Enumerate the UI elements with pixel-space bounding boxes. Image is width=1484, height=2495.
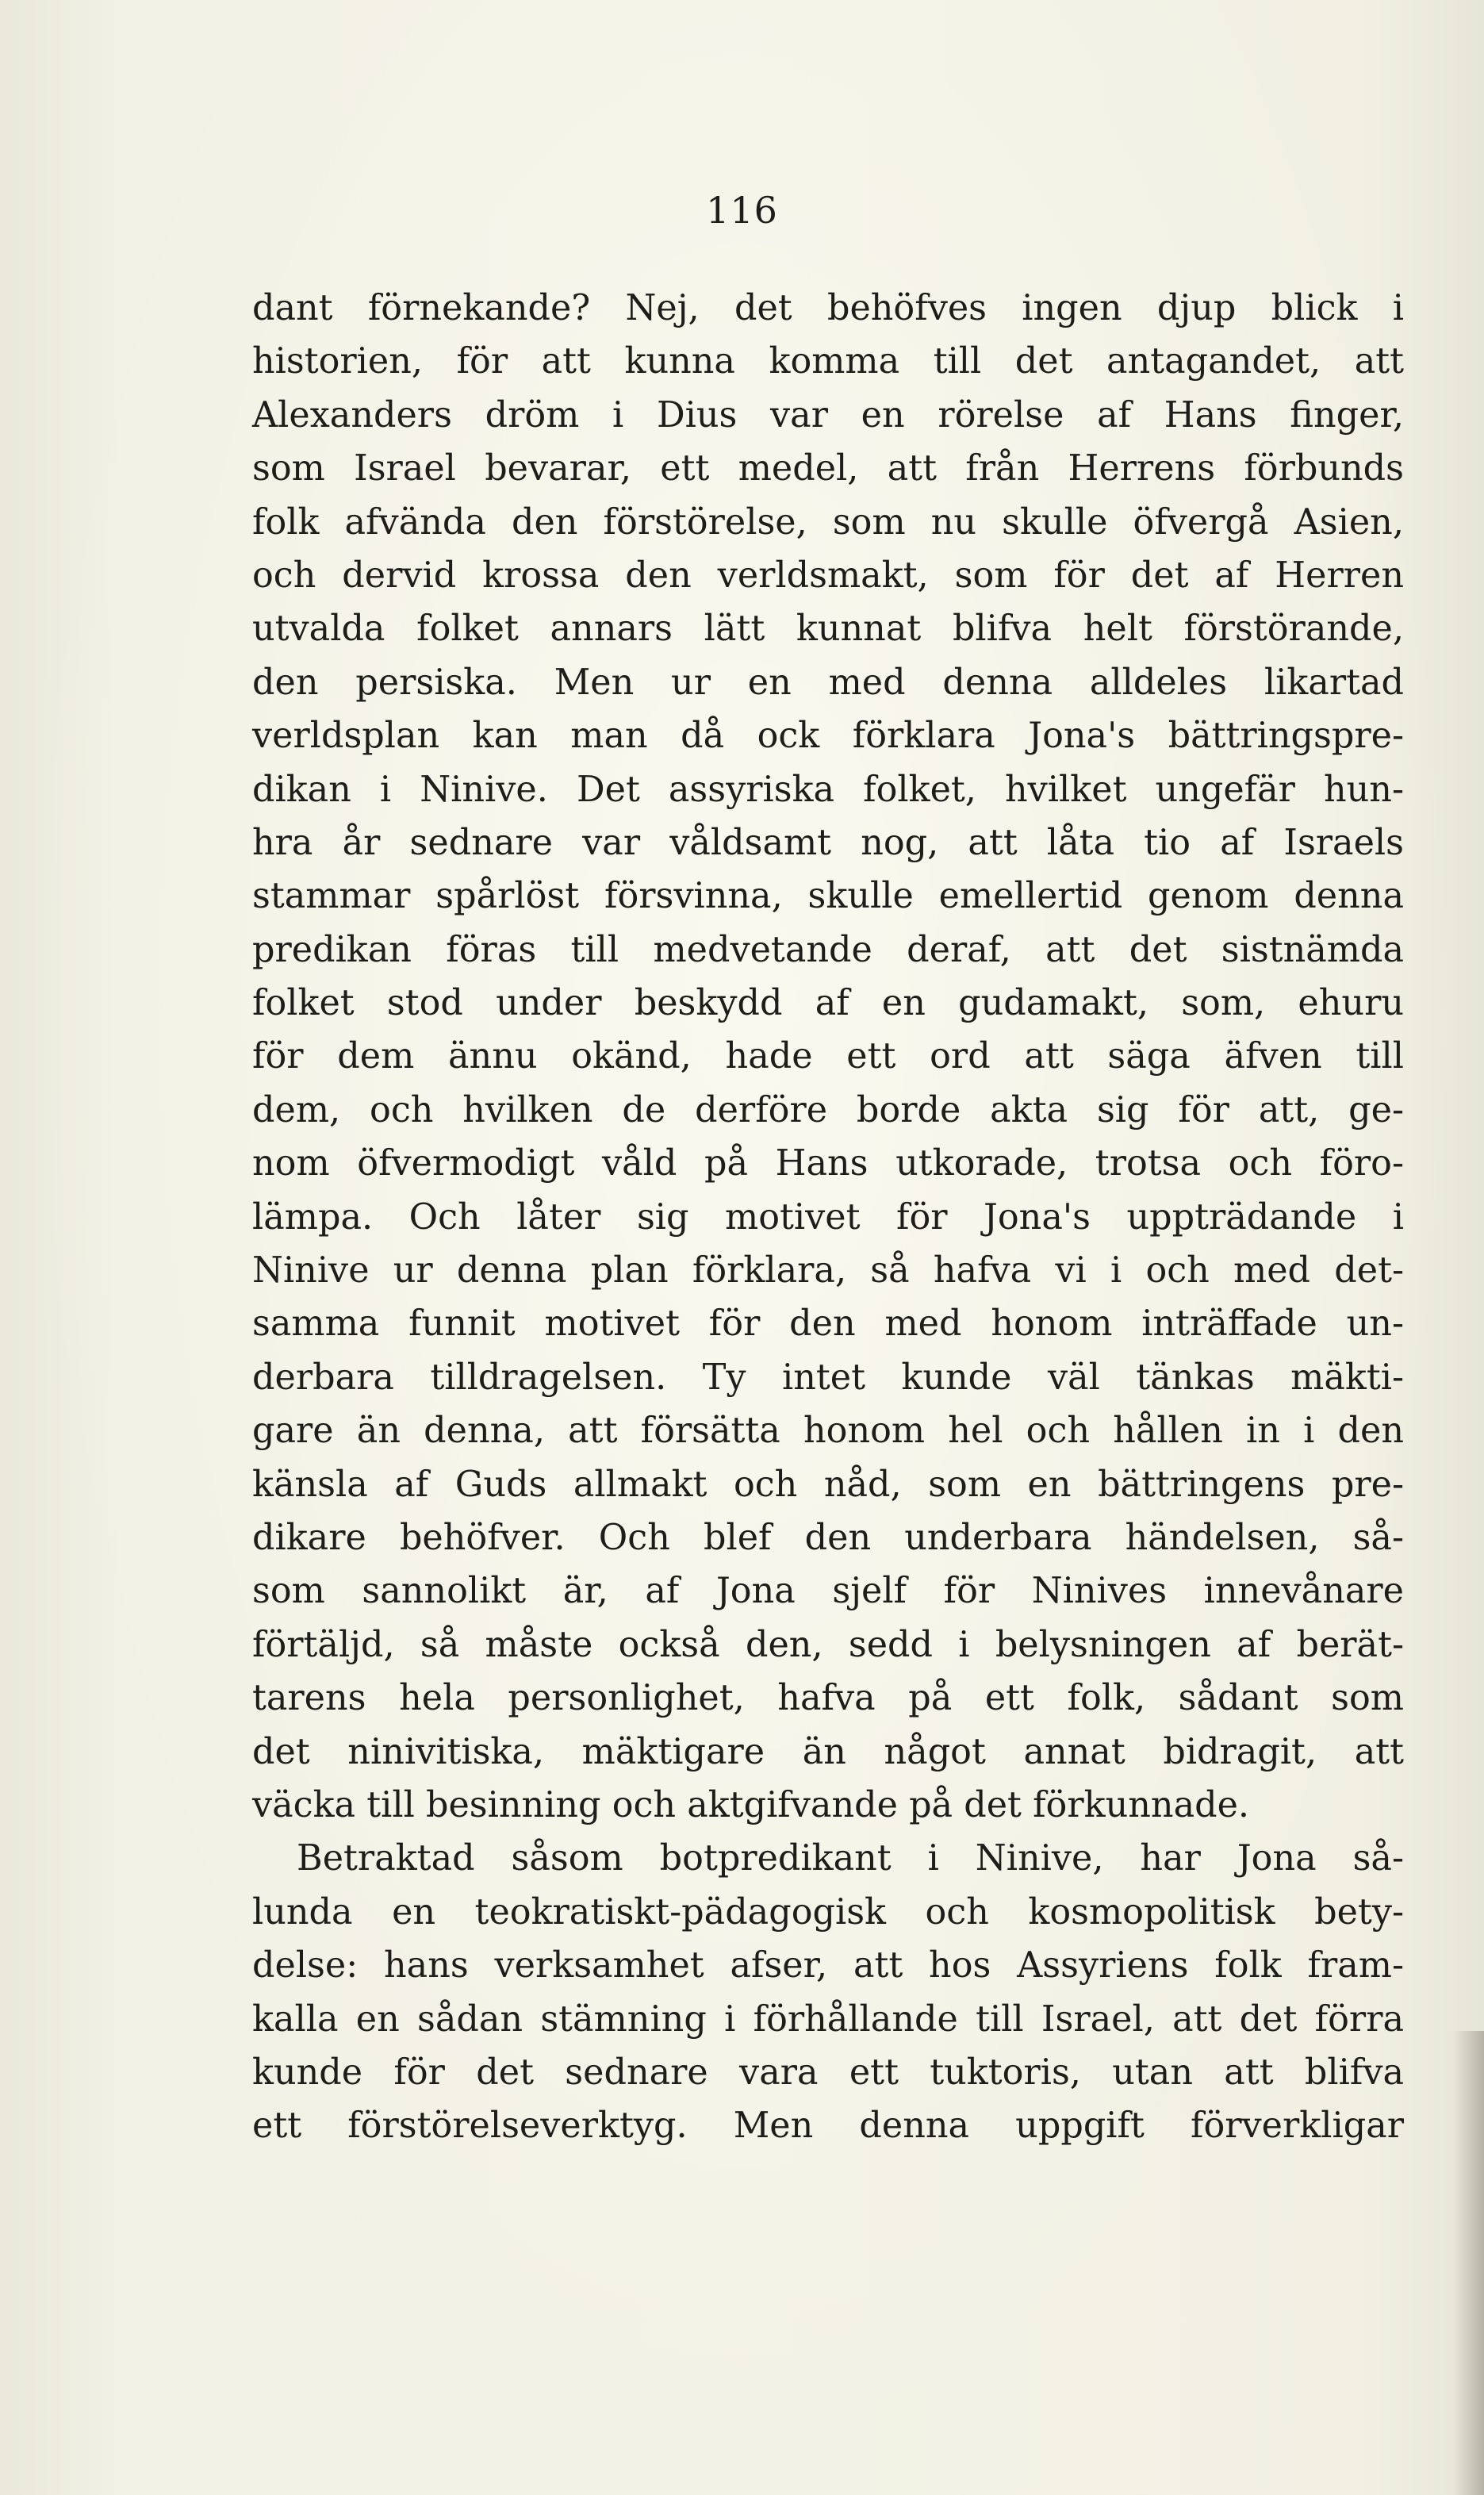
paragraph-start-line: Betraktad såsom botpredikant i Ninive, har Jona så- <box>297 1838 1404 1879</box>
paragraph-end-line: väcka till besinning och aktgifvande på det förkunnade. <box>252 1784 1250 1825</box>
text-line: derbara tilldragelsen. Ty intet kunde väl tänkas mäkti- <box>252 1357 1404 1398</box>
text-line: samma funnit motivet för den med honom inträffade un- <box>252 1303 1404 1345</box>
text-line: predikan föras till medvetande deraf, att det sistnämda <box>252 929 1404 970</box>
text-line: som Israel bevarar, ett medel, att från Herrens förbunds <box>252 448 1404 489</box>
text-line: för dem ännu okänd, hade ett ord att säga äfven till <box>252 1036 1404 1077</box>
text-line: känsla af Guds allmakt och nåd, som en bättringens pre- <box>252 1464 1404 1505</box>
text-line: folket stod under beskydd af en gudamakt, som, ehuru <box>252 983 1404 1024</box>
text-line: folk afvända den förstörelse, som nu skulle öfvergå Asien, <box>252 501 1404 543</box>
text-line: förtäljd, så måste också den, sedd i belysningen af berät- <box>252 1624 1404 1665</box>
body-text <box>252 282 1404 2153</box>
text-line: dant förnekande? Nej, det behöfves ingen djup blick i <box>252 288 1404 328</box>
text-line: kunde för det sednare vara ett tuktoris, utan att blifva <box>252 2052 1404 2093</box>
text-line: delse: hans verksamhet afser, att hos Assyriens folk fram- <box>252 1945 1404 1986</box>
text-line: den persiska. Men ur en med denna alldeles likartad <box>252 662 1404 703</box>
text-line: lunda en teokratiskt-pädagogisk och kosmopolitisk bety- <box>252 1891 1404 1933</box>
text-line: nom öfvermodigt våld på Hans utkorade, trotsa och föro- <box>252 1143 1404 1184</box>
text-line: och dervid krossa den verldsmakt, som för det af Herren <box>252 555 1404 596</box>
text-line: Ninive ur denna plan förklara, så hafva vi i och med det- <box>252 1250 1404 1292</box>
text-line: lämpa. Och låter sig motivet för Jona's uppträdande i <box>252 1196 1404 1238</box>
text-line: hra år sednare var våldsamt nog, att låta tio af Israels <box>252 822 1404 863</box>
text-line: utvalda folket annars lätt kunnat blifva helt förstörande, <box>252 608 1404 650</box>
text-line: stammar spårlöst försvinna, skulle emellertid genom denna <box>252 876 1404 917</box>
text-line: ett förstörelseverktyg. Men denna uppgift förverkligar <box>252 2105 1404 2147</box>
page-number: 116 <box>706 189 778 232</box>
text-line: det ninivitiska, mäktigare än något annat bidragit, att <box>252 1731 1404 1772</box>
text-line: som sannolikt är, af Jona sjelf för Ninives innevånare <box>252 1571 1404 1612</box>
text-line: historien, för att kunna komma till det antagandet, att <box>252 341 1404 382</box>
text-line: kalla en sådan stämning i förhållande till Israel, att det förra <box>252 1998 1404 2040</box>
text-line: tarens hela personlighet, hafva på ett folk, sådant som <box>252 1678 1404 1719</box>
text-line: dem, och hvilken de derföre borde akta sig för att, ge- <box>252 1089 1404 1130</box>
page-edge-shadow <box>1452 2031 1484 2495</box>
text-line: dikan i Ninive. Det assyriska folket, hvilket ungefär hun- <box>252 769 1404 810</box>
text-line: dikare behöfver. Och blef den underbara händelsen, så- <box>252 1517 1404 1558</box>
text-line: verldsplan kan man då ock förklara Jona's bättringspre- <box>252 716 1404 757</box>
text-line: gare än denna, att försätta honom hel och hållen in i den <box>252 1411 1404 1452</box>
text-line: Alexanders dröm i Dius var en rörelse af Hans finger, <box>252 394 1404 436</box>
